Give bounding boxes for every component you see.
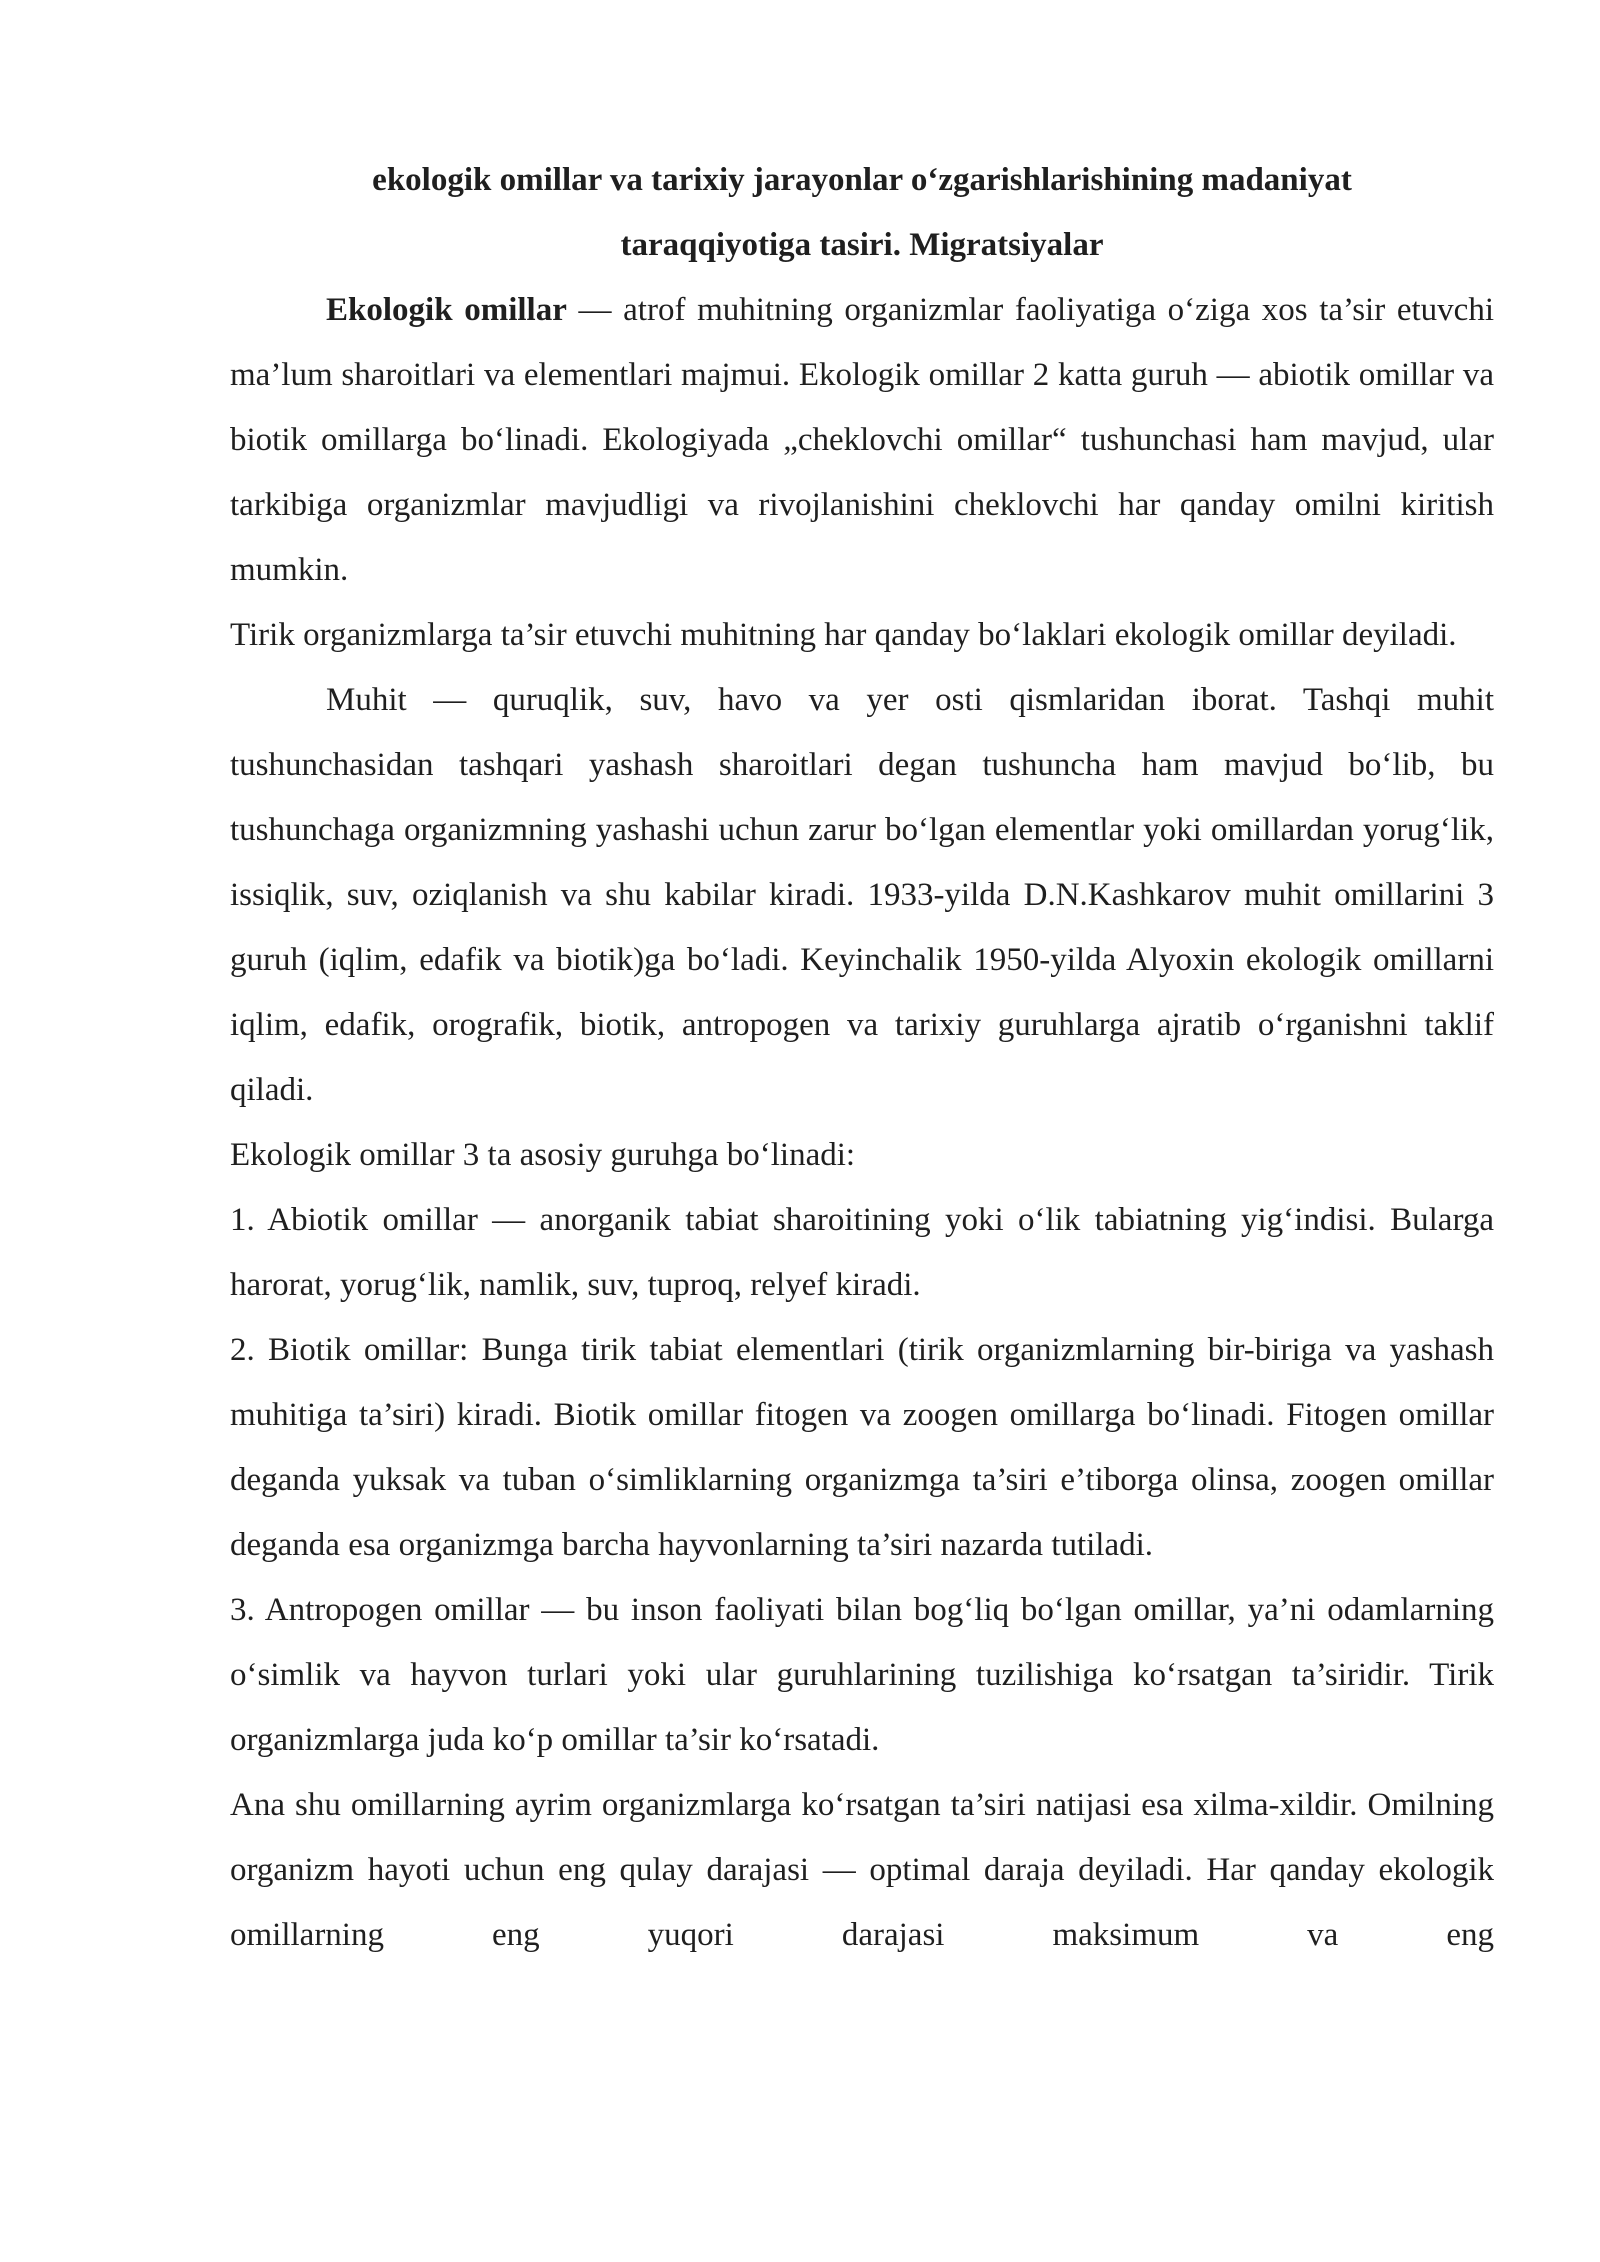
paragraph-tirik-organizmlar: Tirik organizmlarga ta’sir etuvchi muhitning har qanday bo‘laklari ekologik omillar deyiladi. (230, 617, 1457, 653)
list-item-antropogen: 3. Antropogen omillar — bu inson faoliyati bilan bog‘liq bo‘lgan omillar, ya’ni odamlarning o‘simlik va hayvon turlari yoki ular guruhlarining tuzilishiga ko‘rsatgan ta’siridir. Tirik organizmlarga juda ko‘p omillar ta’sir ko‘rsatadi. (230, 1592, 1494, 1758)
document-title: ekologik omillar va tarixiy jarayonlar o‘zgarishlarishining madaniyat taraqqiyotiga tasiri. Migratsiyalar (372, 162, 1352, 263)
list-item-abiotik: 1. Abiotik omillar — anorganik tabiat sharoitining yoki o‘lik tabiatning yig‘indisi. Bularga harorat, yorug‘lik, namlik, suv, tuproq, relyef kiradi. (230, 1202, 1494, 1303)
list-item-biotik: 2. Biotik omillar: Bunga tirik tabiat elementlari (tirik organizmlarning bir-biriga va yashash muhitiga ta’siri) kiradi. Biotik omillar fitogen va zoogen omillarga bo‘linadi. Fitogen omillar deganda yuksak va tuban o‘simliklarning organizmga ta’siri e’tiborga olinsa, zoogen omillar deganda esa organizmga barcha hayvonlarning ta’siri nazarda tutiladi. (230, 1332, 1494, 1563)
paragraph-text: — atrof muhitning organizmlar faoliyatiga o‘ziga xos ta’sir etuvchi ma’lum sharoitlari va elementlari majmui. Ekologik omillar 2 katta guruh — abiotik omillar va biotik omillarga bo‘linadi. Ekologiyada „cheklovchi omillar“ tushunchasi ham mavjud, ular tarkibiga organizmlar mavjudligi va rivojlanishini cheklovchi har qanday omilni kiritish mumkin. (230, 292, 1494, 588)
paragraph-ana-shu: Ana shu omillarning ayrim organizmlarga ko‘rsatgan ta’siri natijasi esa xilma-xildir. Omilning organizm hayoti uchun eng qulay darajasi — optimal daraja deyiladi. Har qanday ekologik omillarning eng yuqori darajasi maksimum va eng (230, 1787, 1494, 1953)
document-body (230, 148, 1494, 1968)
paragraph-guruhlar-intro: Ekologik omillar 3 ta asosiy guruhga bo‘linadi: (230, 1137, 856, 1173)
paragraph-ekologik-omillar (230, 278, 1494, 603)
term-ekologik-omillar: Ekologik omillar (326, 292, 567, 328)
paragraph-muhit: Muhit — quruqlik, suv, havo va yer osti qismlaridan iborat. Tashqi muhit tushunchasidan tashqari yashash sharoitlari degan tushuncha ham mavjud bo‘lib, bu tushunchaga organizmning yashashi uchun zarur bo‘lgan elementlar yoki omillardan yorug‘lik, issiqlik, suv, oziqlanish va shu kabilar kiradi. 1933-yilda D.N.Kashkarov muhit omillarini 3 guruh (iqlim, edafik va biotik)ga bo‘ladi. Keyinchalik 1950-yilda Alyoxin ekologik omillarni iqlim, edafik, orografik, biotik, antropogen va tarixiy guruhlarga ajratib o‘rganishni taklif qiladi. (230, 682, 1494, 1108)
